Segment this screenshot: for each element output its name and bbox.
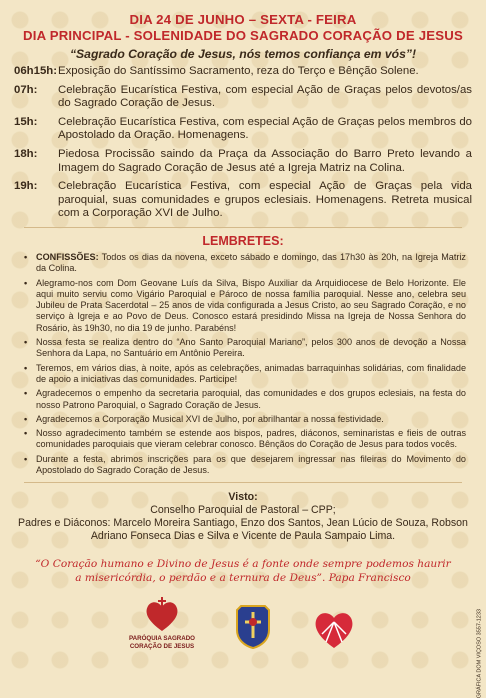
motto: “Sagrado Coração de Jesus, nós temos confiança em vós”! [69, 47, 417, 61]
schedule-time: 06h15h: [14, 65, 58, 77]
divider [24, 227, 462, 228]
coat-of-arms-icon [233, 602, 273, 650]
heart-emblem-icon [311, 608, 357, 650]
list-item: • Nossa festa se realiza dentro do “Ano Santo Paroquial Mariano”, pelos 300 anos de devoção a Nossa Senhora da Lapa, no Santuário em Antônio Pereira. [24, 337, 466, 360]
schedule-time: 19h: [14, 180, 38, 193]
visto-section [14, 491, 472, 543]
schedule-text: Exposição do Santíssimo Sacramento, reza do Terço e Bênção Solene. [58, 65, 419, 77]
list-item: • Agradecemos o empenho da secretaria paroquial, das comunidades e dos grupos eclesiais, na festa do nosso Patrono Paroquial, o Sagrado Coração de Jesus. [24, 388, 466, 411]
confissoes-label: CONFISSÕES: [36, 251, 99, 262]
schedule-list [14, 65, 472, 221]
parish-logo [129, 595, 195, 650]
schedule-text: Celebração Eucarística Festiva, com especial Ação de Graças pelos membros do Apostolado da Oração. Homenagens. [58, 115, 472, 142]
council-line: Conselho Paroquial de Pastoral – CPP; [150, 504, 336, 517]
schedule-time: 15h: [14, 115, 38, 128]
list-item: • Agradecemos a Corporação Musical XVI de Julho, por abrilhantar a nossa festividade. [24, 414, 466, 425]
visto-title: Visto: [228, 491, 258, 504]
schedule-item [14, 84, 472, 111]
list-item: • Teremos, em vários dias, à noite, após as celebrações, animadas barraquinhas solidárias, com finalidade de apoio a iniciativas das comunidades. Participe! [24, 363, 466, 386]
reminders-list [14, 252, 472, 476]
reminders-title: LEMBRETES: [202, 233, 284, 248]
schedule-time: 18h: [14, 147, 38, 160]
parish-logo-line1: PARÓQUIA SAGRADO [128, 635, 195, 643]
schedule-text: Piedosa Procissão saindo da Praça da Associação do Barro Preto levando a Imagem do Sagrado Coração de Jesus até a Igreja Matriz na Colina. [58, 147, 472, 174]
schedule-time: 07h: [14, 83, 38, 96]
clergy-line: Padres e Diáconos: Marcelo Moreira Santiago, Enzo dos Santos, Jean Lúcio de Souza, Robson Adriano Fonseca Dias e Silva e Vicente de Paula Sampaio Lima. [18, 517, 468, 543]
reminder-text: Todos os dias da novena, exceto sábado e domingo, das 17h30 às 20h, na Igreja Matriz da Colina. [36, 251, 466, 274]
schedule-item [14, 180, 472, 221]
pope-quote: “O Coração humano e Divino de Jesus é a fonte onde sempre podemos haurir a misericórdia, o perdão e a ternura de Deus”. Papa Francisco [35, 558, 451, 585]
sacred-heart-icon [140, 595, 184, 635]
date-heading: DIA 24 DE JUNHO – SEXTA - FEIRA [129, 12, 357, 27]
schedule-item [14, 65, 472, 79]
parish-logo-line2: CORAÇÃO DE JESUS [129, 642, 195, 650]
print-credit: GRÁFICA DOM VIÇOSO 3557-1233 [476, 609, 482, 698]
list-item: • Nosso agradecimento também se estende aos bispos, padres, diáconos, seminaristas e fieis de outras comunidades paroquiais que vieram celebrar conosco. Bênçãos do Coração de Jesus para todos vocês. [24, 428, 466, 451]
logos-row [14, 595, 472, 650]
schedule-item [14, 116, 472, 143]
subtitle-heading: DIA PRINCIPAL - SOLENIDADE DO SAGRADO CORAÇÃO DE JESUS [23, 28, 463, 43]
list-item [24, 252, 466, 275]
heart-emblem [311, 608, 357, 650]
coat-of-arms [233, 602, 273, 650]
list-item: • Alegramo-nos com Dom Geovane Luís da Silva, Bispo Auxiliar da Arquidiocese de Belo Horizonte. Ele aqui muito serviu como Vigário Paroquial e Pároco de nossa família paroquial. Nesse ano, celebra seu Jubileu de Prata Sacerdotal – 25 anos de vida configurada a Jesus Cristo, ao seu Sagrado Coração, e no serviço à Igreja e ao Povo de Deus. Conosco estará presidindo Missa na Igreja de Nossa Senhora do Rosário, às 19h30, no dia 19 de junho. Parabéns! [24, 278, 466, 334]
schedule-text: Celebração Eucarística Festiva, com especial Ação de Graças pela vida paroquial, suas comunidades e grupos eclesiais. Homenagens. Retreta musical com a Corporação XVI de Julho. [58, 180, 472, 220]
list-item: • Durante a festa, abrimos inscrições para os que desejarem ingressar nas fileiras do Movimento do Apostolado do Sagrado Coração de Jesus. [24, 454, 466, 477]
schedule-text: Celebração Eucarística Festiva, com especial Ação de Graças pelos devotos/as do Sagrado Coração de Jesus. [58, 83, 472, 110]
divider [24, 482, 462, 483]
schedule-item [14, 148, 472, 175]
